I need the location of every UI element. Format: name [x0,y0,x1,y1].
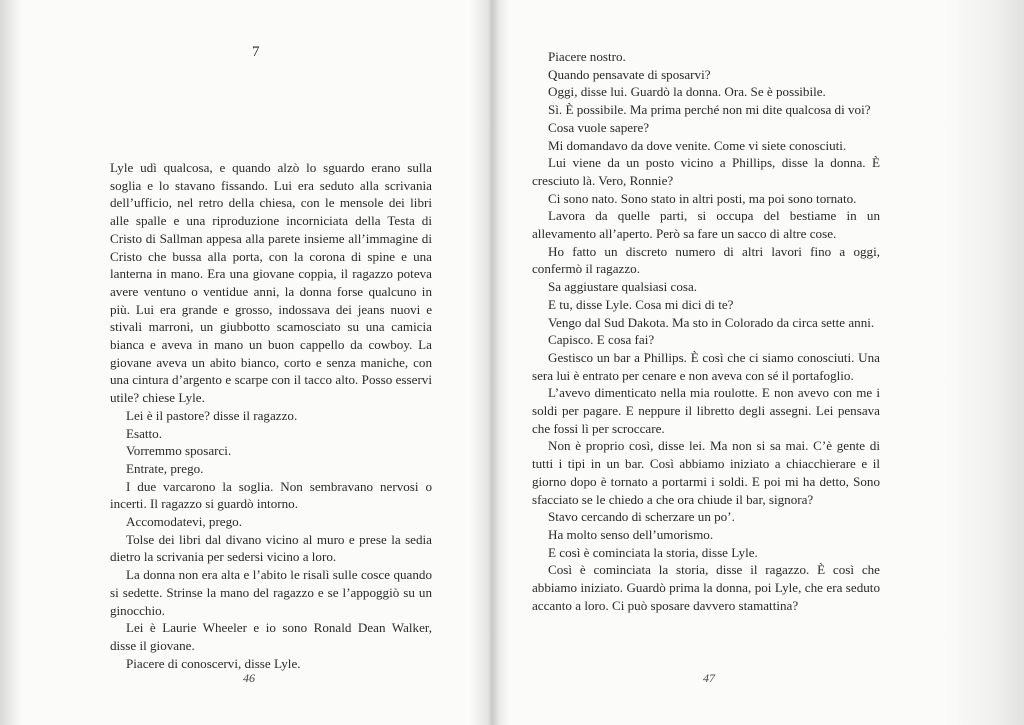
paragraph: Esatto. [126,425,163,441]
paragraph: I due varcarono la soglia. Non sembravano nervosi o incerti. Il ragazzo si guardò intorno. [110,478,432,512]
paragraph: E tu, disse Lyle. Cosa mi dici di te? [548,296,734,312]
paragraph: Stavo cercando di scherzare un po’. [548,509,735,525]
paragraph: E così è cominciata la storia, disse Lyle. [548,544,758,560]
paragraph: Sa aggiustare qualsiasi cosa. [548,279,698,295]
page-number: 47 [703,671,715,685]
paragraph: Così è cominciata la storia, disse il ragazzo. È così che abbiamo iniziato. Guardò prima la donna, poi Lyle, che era seduto accanto a loro. Ci può sposare davvero stamattina? [532,562,880,613]
paragraph: L’avevo dimenticato nella mia roulotte. E non avevo con me i soldi per pagare. E neppure il libretto degli assegni. Lei pensava che fossi lì per scroccare. [532,385,880,436]
page-number: 46 [243,671,255,685]
paragraph: Lei è il pastore? disse il ragazzo. [126,407,298,423]
paragraph: Tolse dei libri dal divano vicino al muro e prese la sedia dietro la scrivania per sedersi vicino a loro. [110,531,432,565]
paragraph: Ha molto senso dell’umorismo. [548,526,714,542]
paragraph: La donna non era alta e l’abito le risalì sulle cosce quando si sedette. Strinse la mano del ragazzo e se l’appoggiò su un ginocchio. [110,567,432,618]
paragraph: Lavora da quelle parti, si occupa del bestiame in un allevamento all’aperto. Però sa fare un sacco di altre cose. [532,208,880,242]
paragraph: Gestisco un bar a Phillips. È così che ci siamo conosciuti. Una sera lui è entrato per cenare e non aveva con sé il portafoglio. [532,349,880,383]
paragraph: Vengo dal Sud Dakota. Ma sto in Colorado da circa sette anni. [548,314,875,330]
paragraph: Ci sono nato. Sono stato in altri posti, ma poi sono tornato. [548,190,857,206]
page-edge-shadow [944,0,1024,725]
paragraph: Piacere nostro. [548,49,626,64]
paragraph: Lei è Laurie Wheeler e io sono Ronald Dean Walker, disse il giovane. [110,620,432,653]
paragraph: Sì. È possibile. Ma prima perché non mi dite qualcosa di voi? [548,102,871,118]
paragraph: Lui viene da un posto vicino a Phillips, disse la donna. È cresciuto là. Vero, Ronnie? [532,155,880,188]
paragraph: Quando pensavate di sposarvi? [548,66,711,82]
paragraph: Oggi, disse lui. Guardò la donna. Ora. Se è possibile. [548,84,826,100]
paragraph: Lyle udì qualcosa, e quando alzò lo sguardo erano sulla soglia e lo stavano fissando. Lui era seduto alla scrivania dell’ufficio, nel retro della chiesa, con le mensole dei libri alle spalle e una riproduzione incorniciata della Testa di Cristo di Sallman appesa alla parete insieme all’immagine di Cristo che bussa alla porta, con la corona di spine e una lanterna in mano. Era una giovane coppia, il ragazzo poteva avere ventuno o ventidue anni, la donna forse qualcuno in più. Lui era grande e grosso, indossava dei jeans nuovi e stivali marroni, un giubbotto scamosciato su una camicia bianca e aveva in mano un buon cappello da cowboy. La giovane aveva un abito bianco, corto e senza maniche, con una cintura d’argento e scarpe con il tacco alto. Posso esservi utile? chiese Lyle. [110,160,432,406]
paragraph: Vorremmo sposarci. [126,443,232,459]
right-page-text [532,48,880,615]
left-page-text [110,159,432,672]
paragraph: Mi domandavo da dove venite. Come vi siete conosciuti. [548,137,847,153]
paragraph: Capisco. E cosa fai? [548,332,655,348]
paragraph: Piacere di conoscervi, disse Lyle. [126,655,301,671]
paragraph: Non è proprio così, disse lei. Ma non si sa mai. C’è gente di tutti i tipi in un bar. Così abbiamo iniziato a chiacchierare e il giorno dopo è tornato a portarmi i soldi. E poi mi ha detto, Sono sfacciato se le chiedo a che ora chiude il bar, signora? [532,438,880,507]
book-gutter [470,0,510,725]
chapter-number: 7 [252,44,260,60]
paragraph: Entrate, prego. [126,460,204,476]
paragraph: Cosa vuole sapere? [548,119,650,135]
page-edge-shadow [0,0,22,725]
paragraph: Accomodatevi, prego. [126,514,242,530]
paragraph: Ho fatto un discreto numero di altri lavori fino a oggi, confermò il ragazzo. [532,243,880,277]
